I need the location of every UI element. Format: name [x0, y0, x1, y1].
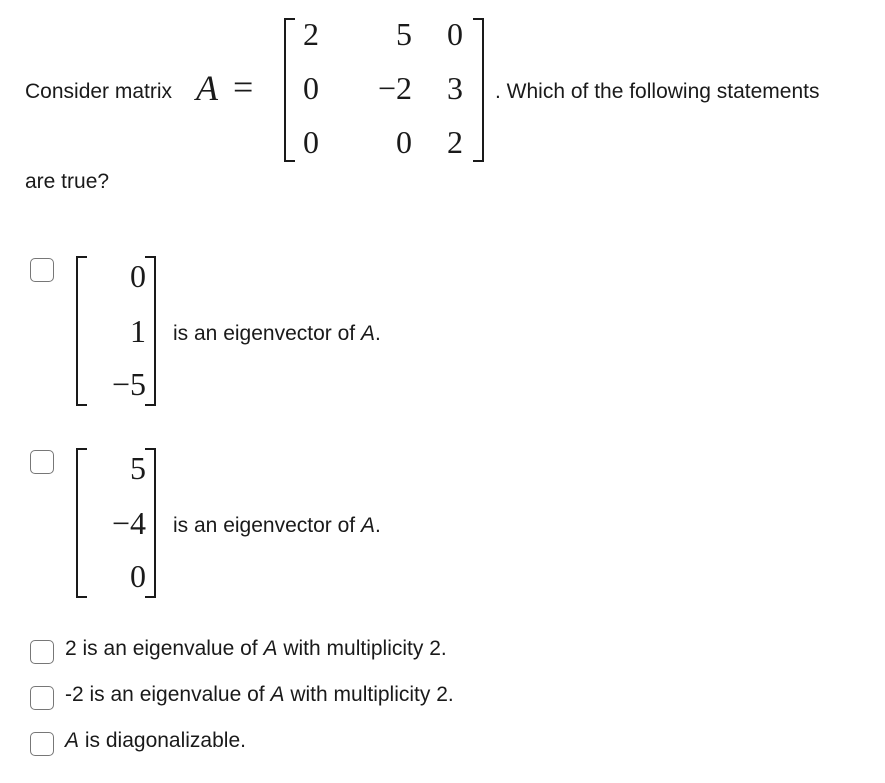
matrix-a: [284, 18, 484, 162]
matrix-cell: 5: [396, 16, 412, 52]
question-lead: Consider matrix: [25, 80, 173, 103]
option-checkbox[interactable]: [30, 258, 54, 282]
option-checkbox[interactable]: [30, 732, 54, 756]
option-checkbox[interactable]: [30, 450, 54, 474]
vector-cell: −4: [111, 505, 146, 541]
option-label: A is diagonalizable.: [65, 729, 246, 752]
option-label: is an eigenvector of A.: [173, 514, 381, 537]
question-prompt: [0, 0, 885, 200]
matrix-left-bracket: [284, 18, 295, 162]
matrix-cell: 2: [447, 124, 463, 160]
matrix-cell: −2: [377, 70, 412, 106]
option-checkbox[interactable]: [30, 686, 54, 710]
vector-cell: 5: [130, 450, 146, 486]
matrix-cell: 0: [303, 124, 319, 160]
option-label: is an eigenvector of A.: [173, 322, 381, 345]
option-checkbox[interactable]: [30, 640, 54, 664]
matrix-variable: A: [196, 68, 218, 108]
matrix-cell: 2: [303, 16, 319, 52]
matrix-cell: 0: [303, 70, 319, 106]
option-label: -2 is an eigenvalue of A with multiplicity 2.: [65, 683, 454, 706]
option-label: 2 is an eigenvalue of A with multiplicity 2.: [65, 637, 447, 660]
matrix-cell: 3: [447, 70, 463, 106]
vector-right-bracket: [145, 448, 156, 598]
matrix-right-bracket: [473, 18, 484, 162]
vector-cell: 0: [130, 558, 146, 594]
matrix-cell: 0: [447, 16, 463, 52]
vector-2: [76, 448, 156, 598]
vector-cell: 1: [130, 313, 146, 349]
matrix-cell: 0: [396, 124, 412, 160]
vector-cell: −5: [111, 366, 146, 402]
question-continuation: are true?: [25, 170, 110, 193]
question-tail: . Which of the following statements: [495, 80, 820, 103]
vector-1: [76, 256, 156, 406]
vector-right-bracket: [145, 256, 156, 406]
equals-sign: =: [233, 67, 254, 107]
vector-cell: 0: [130, 258, 146, 294]
